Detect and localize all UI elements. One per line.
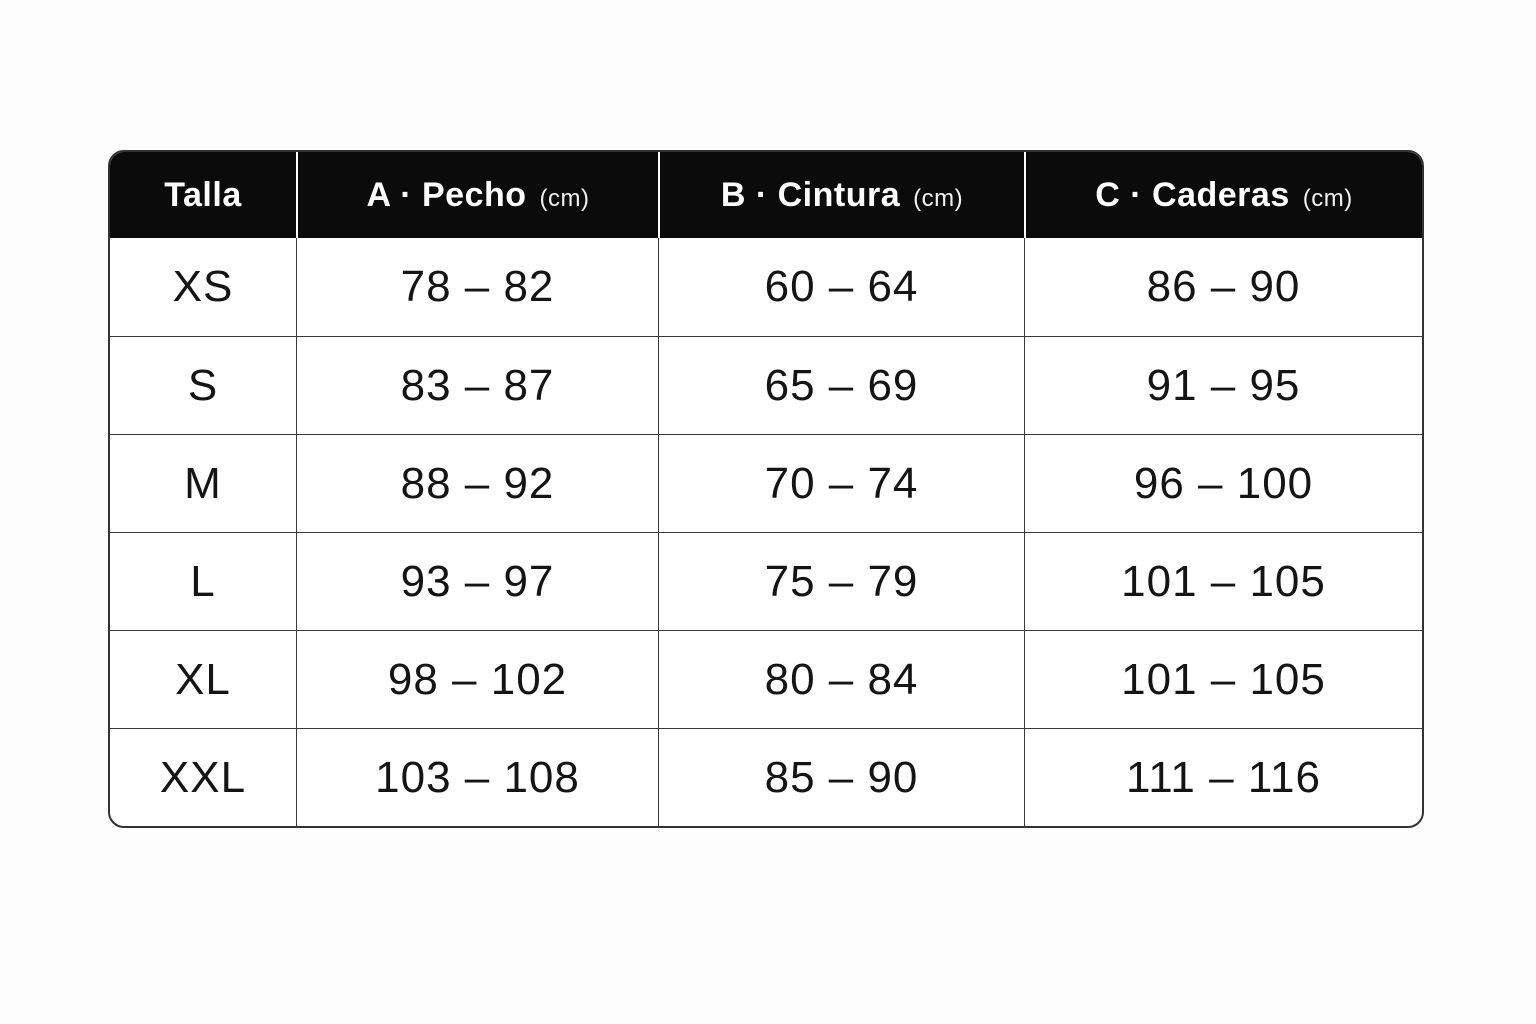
- table-row-l: [110, 532, 1422, 630]
- table-row-xxl: [110, 728, 1422, 826]
- size-label-cell: M: [184, 458, 222, 508]
- size-label-cell: L: [190, 556, 216, 606]
- caderas-value-cell: 86 – 90: [1024, 238, 1422, 336]
- column-header-caderas-unit: (cm): [1302, 184, 1353, 212]
- size-chart-table: [108, 150, 1424, 828]
- table-header-row: [110, 152, 1422, 238]
- caderas-value-cell: 101 – 105: [1024, 631, 1422, 728]
- column-header-cintura-label: B · Cintura: [720, 175, 901, 214]
- column-header-talla: [110, 152, 296, 238]
- column-header-caderas-label: C · Caderas: [1095, 175, 1290, 214]
- cintura-value-cell: 70 – 74: [658, 435, 1024, 532]
- pecho-value-cell: 103 – 108: [296, 729, 658, 826]
- column-header-pecho: [296, 152, 658, 238]
- column-header-talla-label: Talla: [164, 175, 242, 214]
- cintura-value-cell: 80 – 84: [658, 631, 1024, 728]
- caderas-value-cell: 101 – 105: [1024, 533, 1422, 630]
- size-label-cell: S: [187, 360, 219, 410]
- size-label-cell: XS: [172, 262, 234, 311]
- cintura-value-cell: 85 – 90: [658, 729, 1024, 826]
- table-row-xs: [110, 238, 1422, 336]
- pecho-value-cell: 78 – 82: [296, 238, 658, 336]
- cintura-value-cell: 75 – 79: [658, 533, 1024, 630]
- caderas-value-cell: 91 – 95: [1024, 337, 1422, 434]
- pecho-value-cell: 88 – 92: [296, 435, 658, 532]
- cintura-value-cell: 60 – 64: [658, 238, 1024, 336]
- size-label-cell: XXL: [159, 752, 247, 802]
- column-header-pecho-label: A · Pecho: [366, 175, 527, 214]
- caderas-value-cell: 96 – 100: [1024, 435, 1422, 532]
- column-header-caderas-group: [1095, 176, 1352, 215]
- table-row-xl: [110, 630, 1422, 728]
- cintura-value-cell: 65 – 69: [658, 337, 1024, 434]
- table-row-s: [110, 336, 1422, 434]
- caderas-value-cell: 111 – 116: [1024, 729, 1422, 826]
- column-header-cintura-unit: (cm): [913, 184, 964, 212]
- table-row-m: [110, 434, 1422, 532]
- column-header-caderas: [1024, 152, 1422, 238]
- column-header-pecho-unit: (cm): [539, 184, 590, 212]
- pecho-value-cell: 98 – 102: [296, 631, 658, 728]
- pecho-value-cell: 93 – 97: [296, 533, 658, 630]
- column-header-cintura-group: [721, 176, 963, 215]
- column-header-pecho-group: [366, 176, 589, 215]
- pecho-value-cell: 83 – 87: [296, 337, 658, 434]
- size-label-cell: XL: [175, 654, 231, 704]
- column-header-cintura: [658, 152, 1024, 238]
